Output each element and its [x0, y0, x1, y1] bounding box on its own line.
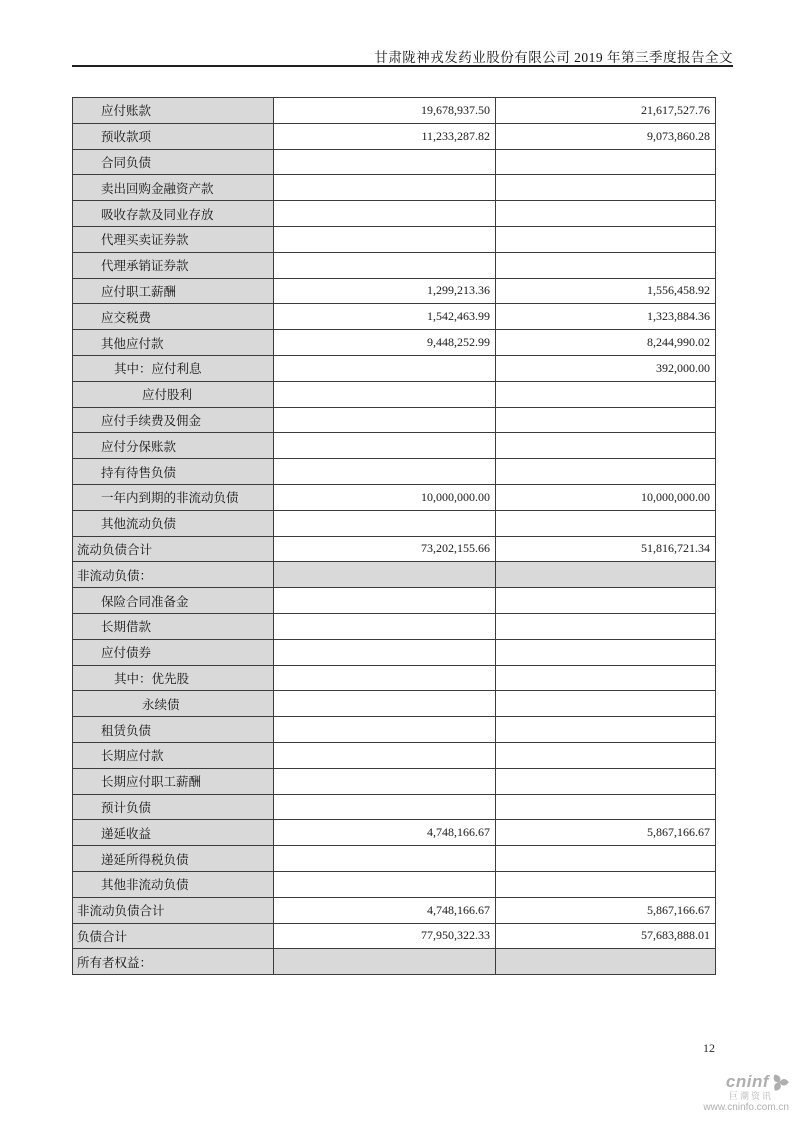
row-prior-amount: 21,617,527.76 — [496, 98, 716, 124]
table-row — [73, 820, 716, 846]
table-row — [73, 536, 716, 562]
row-label: 非流动负债合计 — [73, 897, 274, 923]
balance-sheet-rows — [73, 98, 716, 975]
table-row — [73, 510, 716, 536]
table-row — [73, 175, 716, 201]
row-prior-amount — [496, 613, 716, 639]
row-label: 应付账款 — [73, 98, 274, 124]
row-current-amount — [274, 381, 496, 407]
table-row — [73, 123, 716, 149]
header-divider — [72, 65, 733, 67]
row-label: 应付债券 — [73, 639, 274, 665]
balance-sheet-table — [72, 97, 716, 975]
row-label: 应付手续费及佣金 — [73, 407, 274, 433]
row-prior-amount — [496, 433, 716, 459]
row-label: 一年内到期的非流动负债 — [73, 484, 274, 510]
row-prior-amount — [496, 381, 716, 407]
table-row — [73, 278, 716, 304]
row-prior-amount: 8,244,990.02 — [496, 330, 716, 356]
row-current-amount — [274, 510, 496, 536]
row-prior-amount — [496, 742, 716, 768]
table-row — [73, 665, 716, 691]
row-current-amount — [274, 407, 496, 433]
row-label: 非流动负债： — [73, 562, 274, 588]
row-current-amount — [274, 613, 496, 639]
table-row — [73, 330, 716, 356]
table-row — [73, 433, 716, 459]
row-prior-amount — [496, 665, 716, 691]
row-prior-amount: 5,867,166.67 — [496, 897, 716, 923]
row-label: 流动负债合计 — [73, 536, 274, 562]
row-current-amount: 77,950,322.33 — [274, 923, 496, 949]
row-label: 保险合同准备金 — [73, 588, 274, 614]
row-current-amount — [274, 355, 496, 381]
row-current-amount — [274, 665, 496, 691]
row-label: 其他流动负债 — [73, 510, 274, 536]
row-label: 长期应付职工薪酬 — [73, 768, 274, 794]
table-row — [73, 407, 716, 433]
row-label: 预收款项 — [73, 123, 274, 149]
row-label: 租赁负债 — [73, 717, 274, 743]
cninfo-logo-subtitle: 巨潮资讯 — [728, 1091, 773, 1102]
row-current-amount — [274, 949, 496, 975]
row-current-amount — [274, 768, 496, 794]
row-label: 其中：优先股 — [73, 665, 274, 691]
row-current-amount: 1,542,463.99 — [274, 304, 496, 330]
table-row — [73, 562, 716, 588]
row-current-amount — [274, 691, 496, 717]
row-current-amount: 4,748,166.67 — [274, 820, 496, 846]
row-prior-amount — [496, 407, 716, 433]
row-label: 长期应付款 — [73, 742, 274, 768]
table-row — [73, 201, 716, 227]
page-number: 12 — [703, 1041, 715, 1055]
row-label: 应付股利 — [73, 381, 274, 407]
row-label: 代理买卖证券款 — [73, 226, 274, 252]
row-current-amount: 19,678,937.50 — [274, 98, 496, 124]
table-row — [73, 794, 716, 820]
table-row — [73, 381, 716, 407]
row-label: 长期借款 — [73, 613, 274, 639]
row-current-amount: 1,299,213.36 — [274, 278, 496, 304]
cninfo-logo-url: www.cninfo.com.cn — [703, 1101, 789, 1113]
row-label: 递延所得税负债 — [73, 846, 274, 872]
row-current-amount: 10,000,000.00 — [274, 484, 496, 510]
row-prior-amount: 57,683,888.01 — [496, 923, 716, 949]
row-prior-amount — [496, 459, 716, 485]
row-current-amount — [274, 639, 496, 665]
row-current-amount — [274, 433, 496, 459]
table-row — [73, 742, 716, 768]
row-label: 合同负债 — [73, 149, 274, 175]
row-prior-amount — [496, 768, 716, 794]
table-row — [73, 149, 716, 175]
row-label: 卖出回购金融资产款 — [73, 175, 274, 201]
table-row — [73, 846, 716, 872]
row-prior-amount — [496, 846, 716, 872]
table-row — [73, 897, 716, 923]
row-label: 负债合计 — [73, 923, 274, 949]
row-label: 其他非流动负债 — [73, 871, 274, 897]
table-row — [73, 226, 716, 252]
row-current-amount: 11,233,287.82 — [274, 123, 496, 149]
row-current-amount — [274, 201, 496, 227]
row-current-amount — [274, 175, 496, 201]
row-prior-amount — [496, 252, 716, 278]
cninfo-logo — [703, 1073, 789, 1113]
row-current-amount: 9,448,252.99 — [274, 330, 496, 356]
row-current-amount — [274, 717, 496, 743]
table-row — [73, 691, 716, 717]
row-prior-amount: 1,556,458.92 — [496, 278, 716, 304]
row-prior-amount — [496, 794, 716, 820]
row-prior-amount: 392,000.00 — [496, 355, 716, 381]
row-current-amount — [274, 226, 496, 252]
row-prior-amount — [496, 717, 716, 743]
row-prior-amount — [496, 639, 716, 665]
cninfo-swirl-icon — [770, 1074, 789, 1091]
row-current-amount — [274, 588, 496, 614]
row-label: 吸收存款及同业存放 — [73, 201, 274, 227]
table-row — [73, 355, 716, 381]
row-prior-amount — [496, 871, 716, 897]
row-prior-amount — [496, 562, 716, 588]
cninfo-logo-text: cninf — [725, 1072, 769, 1092]
table-row — [73, 717, 716, 743]
table-row — [73, 923, 716, 949]
report-header-title: 甘肃陇神戎发药业股份有限公司 2019 年第三季度报告全文 — [374, 50, 733, 65]
row-prior-amount — [496, 949, 716, 975]
row-label: 应付分保账款 — [73, 433, 274, 459]
row-label: 代理承销证券款 — [73, 252, 274, 278]
table-row — [73, 949, 716, 975]
row-prior-amount — [496, 201, 716, 227]
row-current-amount — [274, 562, 496, 588]
row-current-amount: 4,748,166.67 — [274, 897, 496, 923]
table-row — [73, 484, 716, 510]
table-row — [73, 613, 716, 639]
table-row — [73, 871, 716, 897]
row-prior-amount: 5,867,166.67 — [496, 820, 716, 846]
table-row — [73, 98, 716, 124]
row-label: 其他应付款 — [73, 330, 274, 356]
table-row — [73, 768, 716, 794]
row-label: 递延收益 — [73, 820, 274, 846]
table-row — [73, 459, 716, 485]
cninfo-logo-top — [703, 1073, 789, 1091]
row-prior-amount — [496, 588, 716, 614]
row-current-amount — [274, 149, 496, 175]
row-current-amount — [274, 742, 496, 768]
row-prior-amount: 51,816,721.34 — [496, 536, 716, 562]
table-row — [73, 252, 716, 278]
row-current-amount: 73,202,155.66 — [274, 536, 496, 562]
row-label: 永续债 — [73, 691, 274, 717]
row-current-amount — [274, 794, 496, 820]
row-label: 所有者权益： — [73, 949, 274, 975]
row-prior-amount: 1,323,884.36 — [496, 304, 716, 330]
row-current-amount — [274, 252, 496, 278]
row-label: 预计负债 — [73, 794, 274, 820]
row-prior-amount: 9,073,860.28 — [496, 123, 716, 149]
table-row — [73, 304, 716, 330]
row-prior-amount — [496, 175, 716, 201]
row-prior-amount: 10,000,000.00 — [496, 484, 716, 510]
row-prior-amount — [496, 149, 716, 175]
row-label: 应付职工薪酬 — [73, 278, 274, 304]
table-row — [73, 639, 716, 665]
row-prior-amount — [496, 226, 716, 252]
row-prior-amount — [496, 510, 716, 536]
row-current-amount — [274, 871, 496, 897]
row-current-amount — [274, 459, 496, 485]
row-label: 应交税费 — [73, 304, 274, 330]
row-current-amount — [274, 846, 496, 872]
table-row — [73, 588, 716, 614]
row-label: 其中：应付利息 — [73, 355, 274, 381]
row-prior-amount — [496, 691, 716, 717]
row-label: 持有待售负债 — [73, 459, 274, 485]
